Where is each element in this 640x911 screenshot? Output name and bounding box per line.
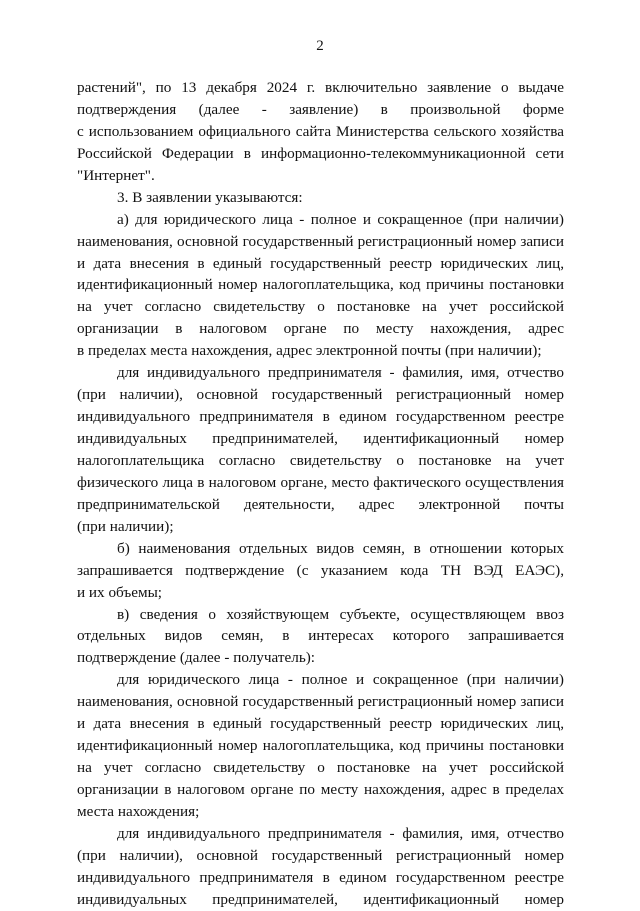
- text-line: индивидуальных предпринимателей, идентификационный номер: [77, 890, 564, 908]
- text-line: идентификационный номер налогоплательщика, код причины постановки: [77, 737, 564, 755]
- text-line: для индивидуального предпринимателя - фамилия, имя, отчество: [117, 824, 564, 842]
- text-line: физического лица в налоговом органе, место фактического осуществления: [77, 473, 564, 491]
- text-line: с использованием официального сайта Министерства сельского хозяйства: [77, 122, 564, 140]
- text-line: для юридического лица - полное и сокращенное (при наличии): [117, 671, 564, 689]
- text-line: индивидуального предпринимателя в едином государственном реестре: [77, 868, 564, 886]
- text-line: на учет согласно свидетельству о постановке на учет российской: [77, 759, 564, 777]
- page-number: 2: [316, 38, 324, 54]
- text-line: индивидуального предпринимателя в едином государственном реестре: [77, 408, 564, 426]
- text-line: места нахождения;: [77, 802, 200, 820]
- text-line: в пределах места нахождения, адрес электронной почты (при наличии);: [77, 342, 542, 360]
- text-line: б) наименования отдельных видов семян, в отношении которых: [117, 539, 564, 557]
- text-line: в) сведения о хозяйствующем субъекте, осуществляющем ввоз: [117, 605, 564, 623]
- text-line: (при наличии);: [77, 517, 174, 535]
- text-line: и дата внесения в единый государственный реестр юридических лиц,: [77, 254, 564, 272]
- text-line: наименования, основной государственный регистрационный номер записи: [77, 693, 564, 711]
- text-line: организации в налоговом органе по месту нахождения, адрес в пределах: [77, 781, 564, 798]
- text-line: (при наличии), основной государственный регистрационный номер: [77, 846, 564, 864]
- text-line: для индивидуального предпринимателя - фамилия, имя, отчество: [117, 364, 564, 382]
- text-line: отдельных видов семян, в интересах которого запрашивается: [77, 627, 564, 645]
- text-line: подтверждения (далее - заявление) в произвольной форме: [77, 100, 564, 118]
- text-line: и дата внесения в единый государственный реестр юридических лиц,: [77, 715, 564, 733]
- text-line: запрашивается подтверждение (с указанием кода ТН ВЭД ЕАЭС),: [77, 561, 564, 579]
- text-line: подтверждение (далее - получатель):: [77, 649, 316, 667]
- text-line: Российской Федерации в информационно-телекоммуникационной сети: [77, 144, 564, 162]
- document-body: [77, 77, 564, 911]
- text-line: предпринимательской деятельности, адрес электронной почты: [77, 495, 564, 513]
- text-line: на учет согласно свидетельству о постановке на учет российской: [77, 298, 564, 316]
- text-line: 3. В заявлении указываются:: [117, 188, 303, 206]
- text-line: "Интернет".: [77, 166, 155, 184]
- text-line: идентификационный номер налогоплательщика, код причины постановки: [77, 276, 564, 294]
- text-line: и их объемы;: [77, 583, 163, 601]
- text-line: растений", по 13 декабря 2024 г. включительно заявление о выдаче: [77, 79, 564, 96]
- text-line: организации в налоговом органе по месту нахождения, адрес: [77, 320, 564, 338]
- text-line: налогоплательщика согласно свидетельству о постановке на учет: [77, 451, 564, 469]
- text-line: наименования, основной государственный регистрационный номер записи: [77, 232, 564, 250]
- text-line: (при наличии), основной государственный регистрационный номер: [77, 386, 564, 404]
- text-line: а) для юридического лица - полное и сокращенное (при наличии): [117, 210, 564, 228]
- text-line: индивидуальных предпринимателей, идентификационный номер: [77, 430, 564, 447]
